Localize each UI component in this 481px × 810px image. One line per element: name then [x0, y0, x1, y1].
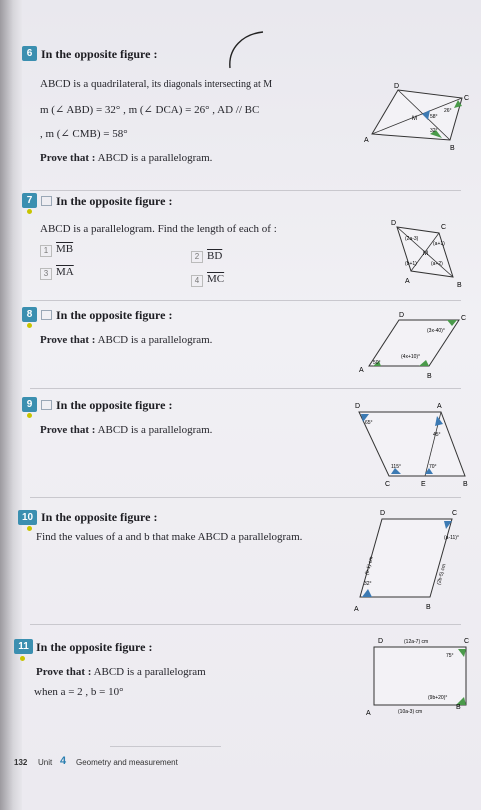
separator [30, 497, 461, 498]
question-title-7 [41, 194, 172, 209]
q11-side-bottom: (10a-3) cm [398, 709, 423, 715]
q11-prove-label: Prove that : [36, 666, 92, 678]
q8-label-D: D [399, 312, 405, 319]
level-dot [27, 526, 32, 531]
q8-prove [40, 334, 212, 346]
question-title-6: In the opposite figure : [41, 47, 158, 61]
q9-title-text: In the opposite figure : [56, 398, 173, 412]
q9-label-E: E [421, 481, 426, 488]
question-number-8: 8 [22, 307, 37, 322]
q11-figure [360, 633, 475, 718]
q7-title-text: In the opposite figure : [56, 194, 173, 208]
q10-line1: Find the values of a and b that make ABCD a parallelogram. [36, 531, 303, 543]
q11-label-B: B [456, 704, 461, 711]
q10-label-A: A [354, 606, 359, 613]
q10-label-D: D [380, 510, 386, 517]
q7-item4-seg: $\overline{MC}$ [207, 273, 225, 285]
q9-prove [40, 424, 212, 436]
question-number-9: 9 [22, 397, 37, 412]
level-dot [27, 413, 32, 418]
unit-number: 4 [60, 755, 67, 767]
question-number-6: 6 [22, 46, 37, 61]
q7-label-M: M [423, 251, 428, 257]
q10-side-1: (b-1) cm [364, 555, 375, 576]
level-dot [20, 656, 25, 661]
q9-label-C: C [385, 481, 391, 488]
q7-expr-1: (2a-3) [405, 236, 419, 242]
separator [30, 190, 461, 191]
q8-angle-2: 50° [373, 360, 381, 366]
q6-line2: m (∠ ABD) = 32° , m (∠ DCA) = 26° , AD // BC [40, 104, 260, 116]
q6-angle-32: 32° [430, 128, 438, 134]
question-title-9 [41, 398, 172, 413]
q10-side-2: (2b-5) cm [436, 563, 448, 586]
book-icon [41, 196, 52, 206]
q6-line1 [40, 78, 272, 90]
q7-label-A: A [405, 278, 410, 285]
q6-line1b: , its diagonals intersecting at M [146, 79, 273, 90]
q7-item3-num: 3 [40, 268, 52, 280]
q8-angle-3: (4x+10)° [401, 354, 421, 360]
q6-label-B: B [450, 145, 455, 152]
q11-label-A: A [366, 710, 371, 717]
book-icon [41, 310, 52, 320]
q6-angle-26: 26° [444, 108, 452, 114]
q7-item3-seg: $\overline{MA}$ [56, 266, 74, 278]
q7-expr-4: (a+2) [431, 261, 443, 267]
q6-label-C: C [464, 95, 470, 102]
q9-angle-70: 70° [429, 464, 437, 470]
separator [110, 746, 221, 747]
q6-prove-text: ABCD is a parallelogram. [97, 152, 213, 164]
question-title-11: In the opposite figure : [36, 640, 153, 654]
q7-expr-3: (b+1) [405, 261, 417, 267]
q9-angle-115: 115° [391, 464, 401, 470]
separator [30, 300, 461, 301]
page-number: 132 [14, 758, 28, 767]
q7-line1: ABCD is a parallelogram. Find the length of each of : [40, 223, 277, 235]
question-number-10: 10 [18, 510, 37, 525]
q9-prove-label: Prove that : [40, 424, 96, 436]
q7-figure [375, 215, 475, 293]
q8-label-B: B [427, 373, 432, 380]
q6-figure [350, 78, 470, 158]
level-dot [27, 323, 32, 328]
q9-figure [345, 398, 470, 488]
q11-label-C: C [464, 638, 470, 645]
q7-item4-num: 4 [191, 275, 203, 287]
q9-label-D: D [355, 403, 361, 410]
q11-side-top: (12a-7) cm [404, 639, 429, 645]
q6-line1a: ABCD is a quadrilateral [40, 78, 147, 90]
q8-figure [355, 306, 470, 381]
separator [30, 388, 461, 389]
q11-prove-text: ABCD is a parallelogram [93, 666, 206, 678]
q11-prove [36, 666, 206, 678]
question-number-7: 7 [22, 193, 37, 208]
q7-item2-seg: $\overline{BD}$ [207, 250, 223, 262]
q10-label-C: C [452, 510, 458, 517]
q10-angle-1: (a-11)° [444, 535, 459, 541]
q7-item1-seg: $\overline{MB}$ [56, 243, 74, 255]
q7-label-D: D [391, 220, 397, 227]
question-title-8 [41, 308, 172, 323]
q6-angle-58: 58° [430, 114, 438, 120]
q9-angle-65: 65° [365, 420, 373, 426]
q11-label-D: D [378, 638, 384, 645]
pen-mark [218, 28, 268, 73]
q10-label-B: B [426, 604, 431, 611]
q10-figure [340, 505, 475, 615]
question-number-11: 11 [14, 639, 33, 654]
q6-prove [40, 152, 212, 164]
q7-item2-num: 2 [191, 251, 203, 263]
q8-prove-label: Prove that : [40, 334, 96, 346]
unit-title: Geometry and measurement [76, 758, 178, 767]
q6-line3: , m (∠ CMB) = 58° [40, 128, 128, 140]
q7-expr-2: (a+1) [433, 241, 445, 247]
book-icon [41, 400, 52, 410]
q10-angle-2: 32° [364, 581, 372, 587]
q9-prove-text: ABCD is a parallelogram. [97, 424, 213, 436]
q8-prove-text: ABCD is a parallelogram. [97, 334, 213, 346]
q8-label-C: C [461, 315, 467, 322]
q9-label-A: A [437, 403, 442, 410]
level-dot [27, 209, 32, 214]
q8-angle-1: (3x-40)° [427, 328, 445, 334]
q7-label-C: C [441, 224, 447, 231]
q11-angle-75: 75° [446, 653, 454, 659]
q7-label-B: B [457, 282, 462, 289]
q8-label-A: A [359, 367, 364, 374]
q6-label-A: A [364, 137, 369, 144]
q6-label-M: M [412, 116, 417, 122]
separator [30, 624, 461, 625]
question-title-10: In the opposite figure : [41, 510, 158, 524]
q9-label-B: B [463, 481, 468, 488]
q8-title-text: In the opposite figure : [56, 308, 173, 322]
q11-angle-2: (9b+20)° [428, 695, 448, 701]
q6-prove-label: Prove that : [40, 152, 96, 164]
q9-angle-45: 45° [433, 432, 441, 438]
page-fold-shadow [0, 0, 22, 810]
q7-item1-num: 1 [40, 245, 52, 257]
q6-label-D: D [394, 83, 400, 90]
unit-label: Unit [38, 758, 53, 767]
q11-line2: when a = 2 , b = 10° [34, 686, 124, 698]
